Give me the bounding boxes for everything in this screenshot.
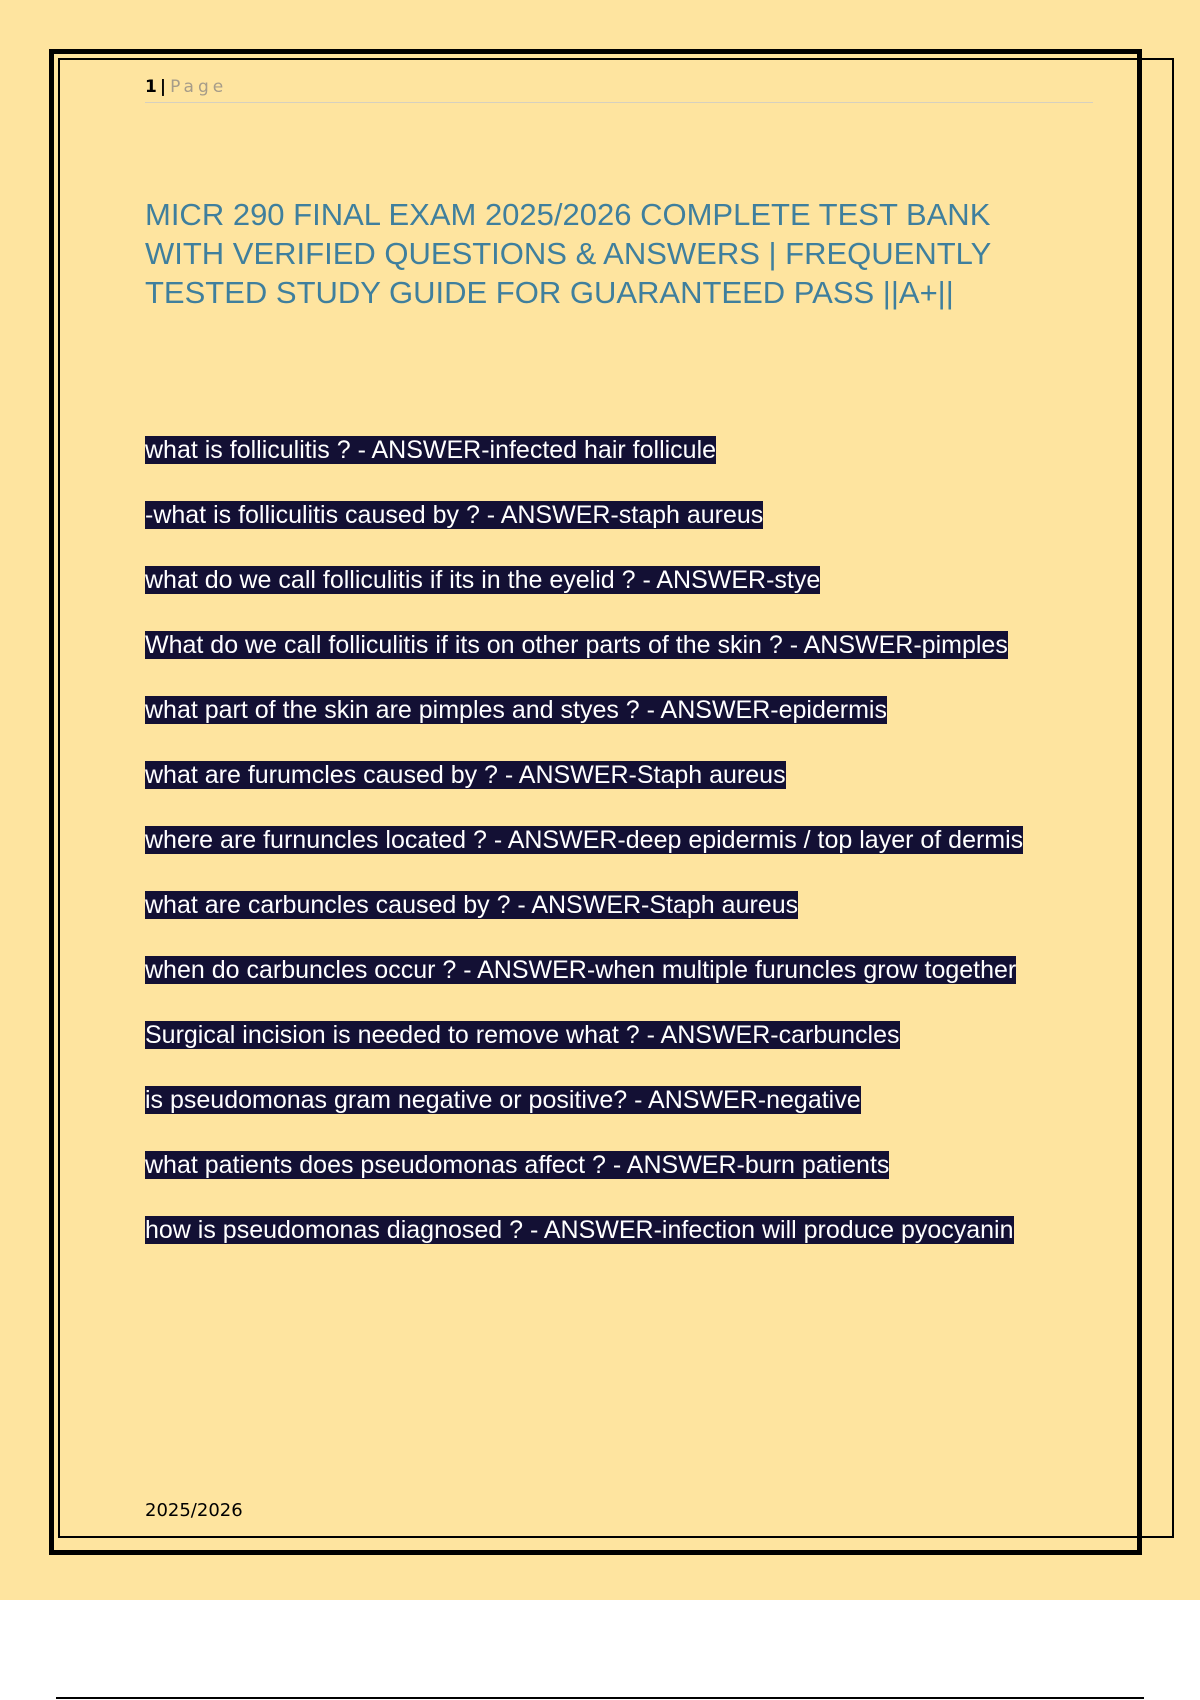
qa-text: what are carbuncles caused by ? - ANSWER-Staph aureus bbox=[145, 891, 799, 919]
qa-item bbox=[145, 824, 1075, 857]
qa-item bbox=[145, 1084, 1075, 1117]
qa-text: what patients does pseudomonas affect ? - ANSWER-burn patients bbox=[145, 1151, 890, 1179]
qa-item bbox=[145, 564, 1075, 597]
next-page-rule bbox=[56, 1697, 1144, 1699]
qa-text: Surgical incision is needed to remove what ? - ANSWER-carbuncles bbox=[145, 1021, 900, 1049]
qa-item bbox=[145, 694, 1075, 727]
qa-item bbox=[145, 629, 1075, 662]
qa-item bbox=[145, 1149, 1075, 1182]
page-number: 1 bbox=[145, 77, 157, 97]
document-title: MICR 290 FINAL EXAM 2025/2026 COMPLETE TEST BANK WITH VERIFIED QUESTIONS & ANSWERS | FREQUENTLY TESTED STUDY GUIDE FOR GUARANTEED PASS ||A+|| bbox=[145, 197, 991, 310]
qa-item bbox=[145, 889, 1075, 922]
qa-text: is pseudomonas gram negative or positive? - ANSWER-negative bbox=[145, 1086, 861, 1114]
qa-item bbox=[145, 1019, 1075, 1052]
page-label: Page bbox=[170, 77, 228, 97]
page-separator: | bbox=[159, 77, 167, 97]
qa-text: What do we call folliculitis if its on other parts of the skin ? - ANSWER-pimples bbox=[145, 631, 1008, 659]
qa-text: -what is folliculitis caused by ? - ANSWER-staph aureus bbox=[145, 501, 764, 529]
footer-year: 2025/2026 bbox=[145, 1500, 243, 1521]
qa-list bbox=[145, 434, 1075, 1279]
qa-item bbox=[145, 954, 1075, 987]
qa-item bbox=[145, 1214, 1075, 1247]
qa-text: where are furnuncles located ? - ANSWER-deep epidermis / top layer of dermis bbox=[145, 826, 1024, 854]
qa-item bbox=[145, 499, 1075, 532]
qa-text: what are furumcles caused by ? - ANSWER-Staph aureus bbox=[145, 761, 786, 789]
qa-item bbox=[145, 759, 1075, 792]
qa-text: what do we call folliculitis if its in the eyelid ? - ANSWER-stye bbox=[145, 566, 821, 594]
qa-text: what is folliculitis ? - ANSWER-infected hair follicule bbox=[145, 436, 717, 464]
qa-item bbox=[145, 434, 1075, 467]
page-header bbox=[145, 74, 1093, 103]
qa-text: how is pseudomonas diagnosed ? - ANSWER-infection will produce pyocyanin bbox=[145, 1216, 1014, 1244]
qa-text: what part of the skin are pimples and styes ? - ANSWER-epidermis bbox=[145, 696, 887, 724]
qa-text: when do carbuncles occur ? - ANSWER-when multiple furuncles grow together bbox=[145, 956, 1017, 984]
